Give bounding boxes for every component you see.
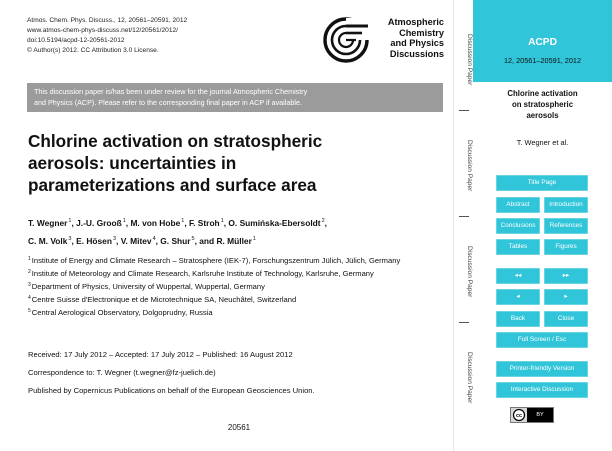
review-notice (27, 83, 443, 112)
title-line-2: aerosols: uncertainties in (28, 153, 237, 173)
author-affil-mark: 2 (321, 218, 325, 224)
cc-license-badge[interactable] (510, 407, 554, 423)
svg-text:cc: cc (515, 413, 523, 420)
navigation-sidebar (473, 0, 612, 451)
author-affil-mark: 1 (252, 236, 256, 242)
journal-logo (322, 14, 446, 70)
figures-button[interactable]: Figures (543, 238, 589, 256)
sidebar-title-line: Chlorine activation (507, 89, 578, 98)
author-sep: , and (194, 236, 217, 246)
first-page-button[interactable]: ◂◂ (495, 267, 541, 285)
author-affil-mark: 4 (152, 236, 156, 242)
cc-circle-icon (511, 408, 527, 422)
last-page-button[interactable]: ▸▸ (543, 267, 589, 285)
egu-swirl-icon (322, 14, 372, 66)
journal-abbrev: ACPD (528, 37, 557, 48)
author-sep: , (116, 236, 121, 246)
discussion-paper-label: Discussion Paper (466, 140, 473, 192)
affil-text: Central Aerological Observatory, Dolgoprudny, Russia (31, 308, 213, 317)
author-affil-mark: 1 (68, 218, 72, 224)
logo-line-3: and Physics (390, 38, 444, 48)
author-name: C. M. Volk (28, 236, 68, 246)
conclusions-button[interactable]: Conclusions (495, 217, 541, 235)
publisher-line: Published by Copernicus Publications on behalf of the European Geosciences Union. (28, 386, 315, 395)
strip-divider (459, 322, 469, 323)
paper-title (28, 130, 322, 196)
cc-logo-icon (511, 408, 527, 422)
author-sep: , (324, 218, 327, 228)
page-number: 20561 (227, 423, 251, 432)
author-line-2 (28, 231, 327, 249)
close-button[interactable]: Close (543, 310, 589, 328)
logo-wordmark (388, 17, 444, 59)
author-affil-mark: 3 (68, 236, 72, 242)
sidebar-author: T. Wegner et al. (516, 138, 569, 147)
strip-divider (459, 216, 469, 217)
author-name: M. von Hobe (130, 218, 181, 228)
affiliation-item (28, 267, 440, 279)
affil-text: Institute of Meteorology and Climate Research, Karlsruhe Institute of Technology, Karlsruhe, Germany (31, 269, 374, 278)
sidebar-title-line: aerosols (526, 111, 559, 120)
next-page-button[interactable]: ▸ (543, 288, 589, 306)
abstract-button[interactable]: Abstract (495, 196, 541, 214)
logo-line-2: Chemistry (399, 27, 444, 38)
notice-line-1: This discussion paper is/has been under review for the journal Atmospheric Chemistry (34, 87, 308, 96)
author-name: T. Wegner (28, 218, 68, 228)
affil-number: 4 (28, 295, 31, 301)
author-name: R. Müller (216, 236, 252, 246)
author-affil-mark: 5 (191, 236, 195, 242)
discussion-paper-label: Discussion Paper (466, 352, 473, 404)
author-sep: , (184, 218, 189, 228)
affiliation-list (28, 254, 440, 319)
citation-header (27, 16, 187, 56)
affiliation-item (28, 280, 440, 292)
interactive-discussion-button[interactable]: Interactive Discussion (495, 381, 589, 399)
logo-line-1: Atmospheric (387, 17, 444, 27)
affiliation-item (28, 254, 440, 266)
author-affil-mark: 1 (122, 218, 126, 224)
author-name: F. Stroh (188, 218, 220, 228)
doi-line[interactable]: doi:10.5194/acpd-12-20561-2012 (27, 37, 125, 44)
discussion-paper-label: Discussion Paper (466, 34, 473, 86)
previous-page-button[interactable]: ◂ (495, 288, 541, 306)
strip-divider (459, 110, 469, 111)
journal-pages: 12, 20561–20591, 2012 (503, 56, 582, 65)
author-name: G. Shur (160, 236, 191, 246)
copyright-line: © Author(s) 2012. CC Attribution 3.0 License. (27, 47, 159, 54)
references-button[interactable]: References (543, 217, 589, 235)
correspondence-line[interactable]: Correspondence to: T. Wegner (t.wegner@fz-juelich.de) (28, 368, 216, 377)
author-list (28, 213, 327, 249)
fullscreen-button[interactable]: Full Screen / Esc (495, 331, 589, 349)
affil-text: Institute of Energy and Climate Research – Stratosphere (IEK-7), Forschungszentrum Jülich, Jülich, Germany (31, 256, 401, 265)
author-affil-mark: 1 (220, 218, 224, 224)
title-page-button[interactable]: Title Page (495, 174, 589, 192)
printer-friendly-button[interactable]: Printer-friendly Version (495, 360, 589, 378)
author-name: J.-U. Grooß (76, 218, 122, 228)
sidebar-title-line: on stratospheric (511, 100, 574, 109)
author-affil-mark: 1 (181, 218, 185, 224)
author-sep: , (155, 236, 161, 246)
affil-text: Centre Suisse d'Electronique et de Microtechnique SA, Neuchâtel, Switzerland (31, 295, 297, 304)
author-sep: , (223, 218, 229, 228)
logo-line-4: Discussions (389, 48, 444, 59)
title-line-1: Chlorine activation on stratospheric (28, 131, 323, 151)
affil-number: 5 (28, 308, 31, 314)
dates-line: Received: 17 July 2012 – Accepted: 17 July 2012 – Published: 16 August 2012 (28, 350, 293, 359)
cc-by-label: BY (527, 408, 553, 422)
affil-text: Department of Physics, University of Wuppertal, Wuppertal, Germany (31, 282, 265, 291)
tables-button[interactable]: Tables (495, 238, 541, 256)
author-line-1 (28, 213, 327, 231)
affil-number: 1 (28, 256, 31, 262)
notice-line-2: and Physics (ACP). Please refer to the corresponding final paper in ACP if available. (34, 98, 302, 107)
sidebar-title (473, 88, 612, 121)
affil-number: 2 (28, 269, 31, 275)
journal-line: Atmos. Chem. Phys. Discuss., 12, 20561–20591, 2012 (27, 17, 188, 24)
discussion-paper-strip (453, 0, 474, 451)
discussion-paper-label: Discussion Paper (466, 246, 473, 298)
author-sep: , (71, 236, 77, 246)
introduction-button[interactable]: Introduction (543, 196, 589, 214)
author-sep: , (125, 218, 131, 228)
title-line-3: parameterizations and surface area (28, 175, 317, 195)
author-affil-mark: 3 (112, 236, 117, 242)
url-line[interactable]: www.atmos-chem-phys-discuss.net/12/20561/2012/ (27, 27, 178, 34)
affil-number: 3 (28, 282, 31, 288)
author-name: E. Hösen (76, 236, 112, 246)
affiliation-item (28, 293, 440, 305)
affiliation-item (28, 306, 440, 318)
back-button[interactable]: Back (495, 310, 541, 328)
author-name: V. Mitev (120, 236, 152, 246)
author-sep: , (71, 218, 77, 228)
author-name: O. Sumińska-Ebersoldt (228, 218, 321, 228)
